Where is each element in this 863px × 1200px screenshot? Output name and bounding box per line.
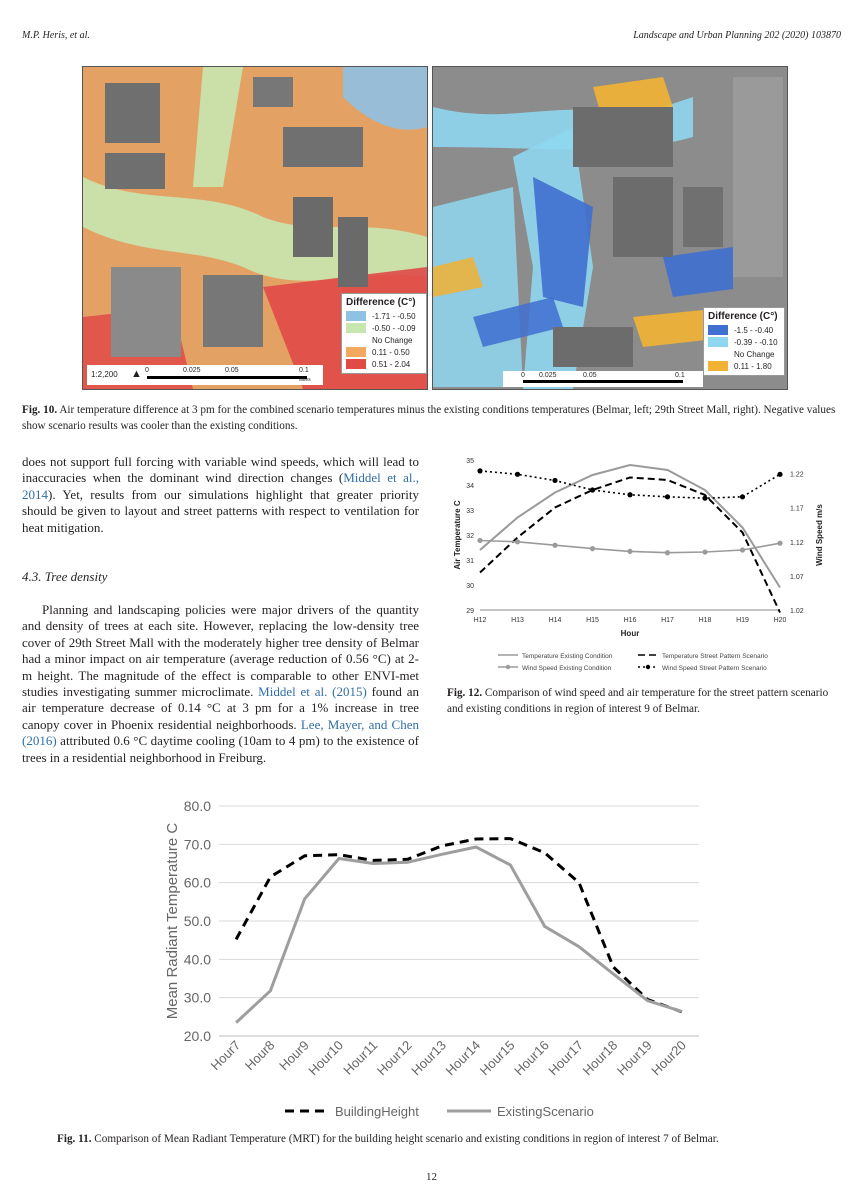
x-tick-label: Hour13 [408,1037,449,1079]
y-axis-title: Air Temperature C [453,500,462,570]
y2-tick-label: 1.17 [790,505,804,513]
legend-row [346,346,422,358]
legend-marker [506,665,510,669]
x-tick-label: H18 [698,617,712,624]
data-point [665,494,670,499]
fig11-chart [155,790,715,1126]
x-tick-label: H15 [586,617,599,624]
text-run: attributed 0.6 °C daytime cooling (10am to 4 pm) to the existence of trees in a residential neighborhood in Freiburg. [22,733,419,765]
legend-marker [646,665,650,669]
data-point [590,546,595,551]
series-line-0 [236,839,682,1012]
text-run: found an air temperature decrease of 0.14 °C at 3 pm for a 1% increase in tree canopy cover in Phoenix residential neighborhoods. [22,684,419,732]
legend-row [708,324,780,336]
legend-row [708,348,780,360]
scale-ratio: 1:2,200 [91,370,118,379]
legend-label: BuildingHeight [335,1104,419,1119]
legend-label: Wind Speed Existing Condition [522,665,612,672]
data-point [665,550,670,555]
x-tick-label: H19 [736,617,749,624]
legend-label: Temperature Street Pattern Scenario [662,653,768,660]
y-tick-label: 40.0 [183,951,211,968]
running-author: M.P. Heris, et al. [22,30,90,41]
x-tick-label: H16 [623,617,637,624]
fig12-chart [440,446,840,682]
legend-label: -0.39 - -0.10 [734,337,778,347]
text-run: does not support full forcing with variable wind speeds, which will lead to inaccuracies when the dominant wind direction changes ( [22,454,419,486]
legend-row [346,358,422,370]
citation-link[interactable]: Middel et al., 2014 [22,470,419,502]
data-point [740,547,745,552]
legend-swatch [708,325,728,335]
y-tick-label: 34 [466,483,474,490]
series-line-1 [480,478,780,613]
data-point [627,492,632,497]
legend-swatch [346,347,366,357]
fig11-caption-text: Comparison of Mean Radiant Temperature (MRT) for the building height scenario and existing conditions in region of interest 7 of Belmar. [94,1133,719,1145]
fig10-caption-text: Air temperature difference at 3 pm for the combined scenario temperatures minus the existing conditions temperatures (Belmar, left; 29th Street Mall, right). Negative values show scenario results was cooler than the existing conditions. [22,404,836,432]
legend-label: -1.71 - -0.50 [372,311,416,321]
fig11-caption [57,1131,817,1147]
legend-swatch [346,311,366,321]
y-tick-label: 50.0 [183,913,211,929]
belmar-legend [341,293,427,374]
data-point [477,468,482,473]
y2-tick-label: 1.07 [790,573,804,581]
x-tick-label: Hour15 [476,1037,518,1079]
fig11-caption-label: Fig. 11. [57,1133,92,1145]
y2-axis-title: Wind Speed m/s [815,504,824,566]
y-tick-label: 70.0 [183,836,211,853]
29th-street-mall-map [432,66,788,390]
x-tick-label: H12 [473,617,487,624]
x-tick-label: H17 [661,617,674,624]
legend-swatch [708,349,728,359]
legend-swatch [346,323,366,333]
y-tick-label: 20.0 [183,1028,211,1044]
y-tick-label: 33 [466,508,474,515]
x-tick-label: Hour11 [340,1037,381,1078]
belmar-map [82,66,428,390]
y-tick-label: 29 [466,608,474,615]
scale-tick: 0 [521,372,525,379]
legend-swatch [708,361,728,371]
x-tick-label: Hour7 [207,1037,244,1074]
x-tick-label: Hour17 [545,1037,587,1079]
text-run: Planning and landscaping policies were major drivers of the quantity and density of trees at each site. However, replacing the low-density tree cover of 29th Street Mall with the moderately higher tree density of Belmar had a minor impact on air temperature (average reduction of 0.56 °C) at 2-m height. The magnitude of the effect is comparable to other ENVI-met studies investigating summer microclimate. [22,602,419,700]
paragraph-tree-density [22,602,419,766]
data-point [552,478,557,483]
scale-line [147,376,307,379]
legend-row [346,334,422,346]
x-tick-label: Hour9 [276,1037,312,1074]
scale-tick: 0.1 [299,367,309,374]
legend-row [346,310,422,322]
scale-bar [503,371,703,387]
legend-swatch [346,359,366,369]
data-point [627,549,632,554]
x-tick-label: Hour8 [241,1037,278,1074]
x-tick-label: Hour10 [305,1037,347,1079]
fig12-caption-text: Comparison of wind speed and air temperature for the street pattern scenario and existing conditions in region of interest 9 of Belmar. [447,687,829,715]
x-tick-label: Hour19 [613,1037,655,1079]
legend-title: Difference (C°) [346,297,416,308]
scale-tick: 0.025 [539,372,557,379]
data-point [515,472,520,477]
y2-tick-label: 1.02 [790,608,804,615]
fig10-caption-label: Fig. 10. [22,404,58,416]
y2-tick-label: 1.12 [790,539,804,547]
y2-tick-label: 1.22 [790,471,804,479]
scale-bar [87,365,323,385]
scale-tick: 0.05 [225,367,239,374]
y-tick-label: 35 [466,458,474,465]
legend-title: Difference (C°) [708,311,778,322]
x-tick-label: H13 [511,617,524,624]
data-point [777,541,782,546]
scale-tick: 0.1 [675,372,685,379]
x-tick-label: Hour20 [648,1037,689,1079]
mall-legend [703,307,785,376]
y-tick-label: 30 [466,583,474,590]
scale-tick: 0.025 [183,367,201,374]
data-point [515,539,520,544]
data-point [740,494,745,499]
citation-link[interactable]: Middel et al. (2015) [258,684,367,700]
fig12-caption-label: Fig. 12. [447,687,483,699]
legend-label: -1.5 - -0.40 [734,325,774,335]
x-tick-label: H14 [548,617,562,624]
legend-row [708,336,780,348]
data-point [477,538,482,543]
legend-swatch [346,335,366,345]
x-tick-label: Hour14 [442,1037,484,1079]
scale-tick: 0 [145,367,149,374]
y-tick-label: 30.0 [183,989,211,1006]
data-point [702,549,707,554]
journal-reference: Landscape and Urban Planning 202 (2020) 103870 [633,30,841,41]
legend-label: ExistingScenario [497,1104,594,1119]
legend-label: 0.11 - 0.50 [372,347,410,357]
legend-label: 0.11 - 1.80 [734,361,772,371]
page-number: 12 [426,1171,437,1183]
text-run: ). Yet, results from our simulations highlight that greater priority should be given to layout and street patterns with respect to ventilation for heat mitigation. [22,486,419,535]
series-line-1 [236,847,682,1023]
legend-label: No Change [372,335,413,345]
y-tick-label: 31 [466,558,474,565]
north-arrow-icon: ▲ [131,368,142,380]
legend-label: Temperature Existing Condition [522,653,613,660]
legend-row [708,360,780,372]
x-tick-label: Hour18 [579,1037,621,1079]
y-tick-label: 60.0 [183,874,211,891]
section-heading: 4.3. Tree density [22,569,108,584]
fig12-caption [447,685,845,717]
data-point [777,472,782,477]
legend-label: No Change [734,349,775,359]
data-point [552,543,557,548]
data-point [590,487,595,492]
y-tick-label: 80.0 [183,798,211,814]
fig10-caption [22,402,842,434]
scale-unit: Miles [299,377,311,383]
legend-label: 0.51 - 2.04 [372,359,411,369]
legend-swatch [708,337,728,347]
y-tick-label: 32 [466,533,474,540]
x-tick-label: Hour12 [373,1037,415,1079]
legend-row [346,322,422,334]
x-tick-label: Hour16 [511,1037,552,1079]
x-tick-label: H20 [773,617,787,624]
scale-line [523,380,683,383]
y-axis-title: Mean Radiant Temperature C [164,822,181,1020]
data-point [702,496,707,501]
paragraph-ventilation [22,454,419,536]
legend-label: -0.50 - -0.09 [372,323,416,333]
legend-label: Wind Speed Street Pattern Scenario [662,665,767,672]
scale-tick: 0.05 [583,372,597,379]
citation-link[interactable]: Lee, Mayer, and Chen (2016) [22,716,419,749]
x-axis-title: Hour [620,629,640,638]
